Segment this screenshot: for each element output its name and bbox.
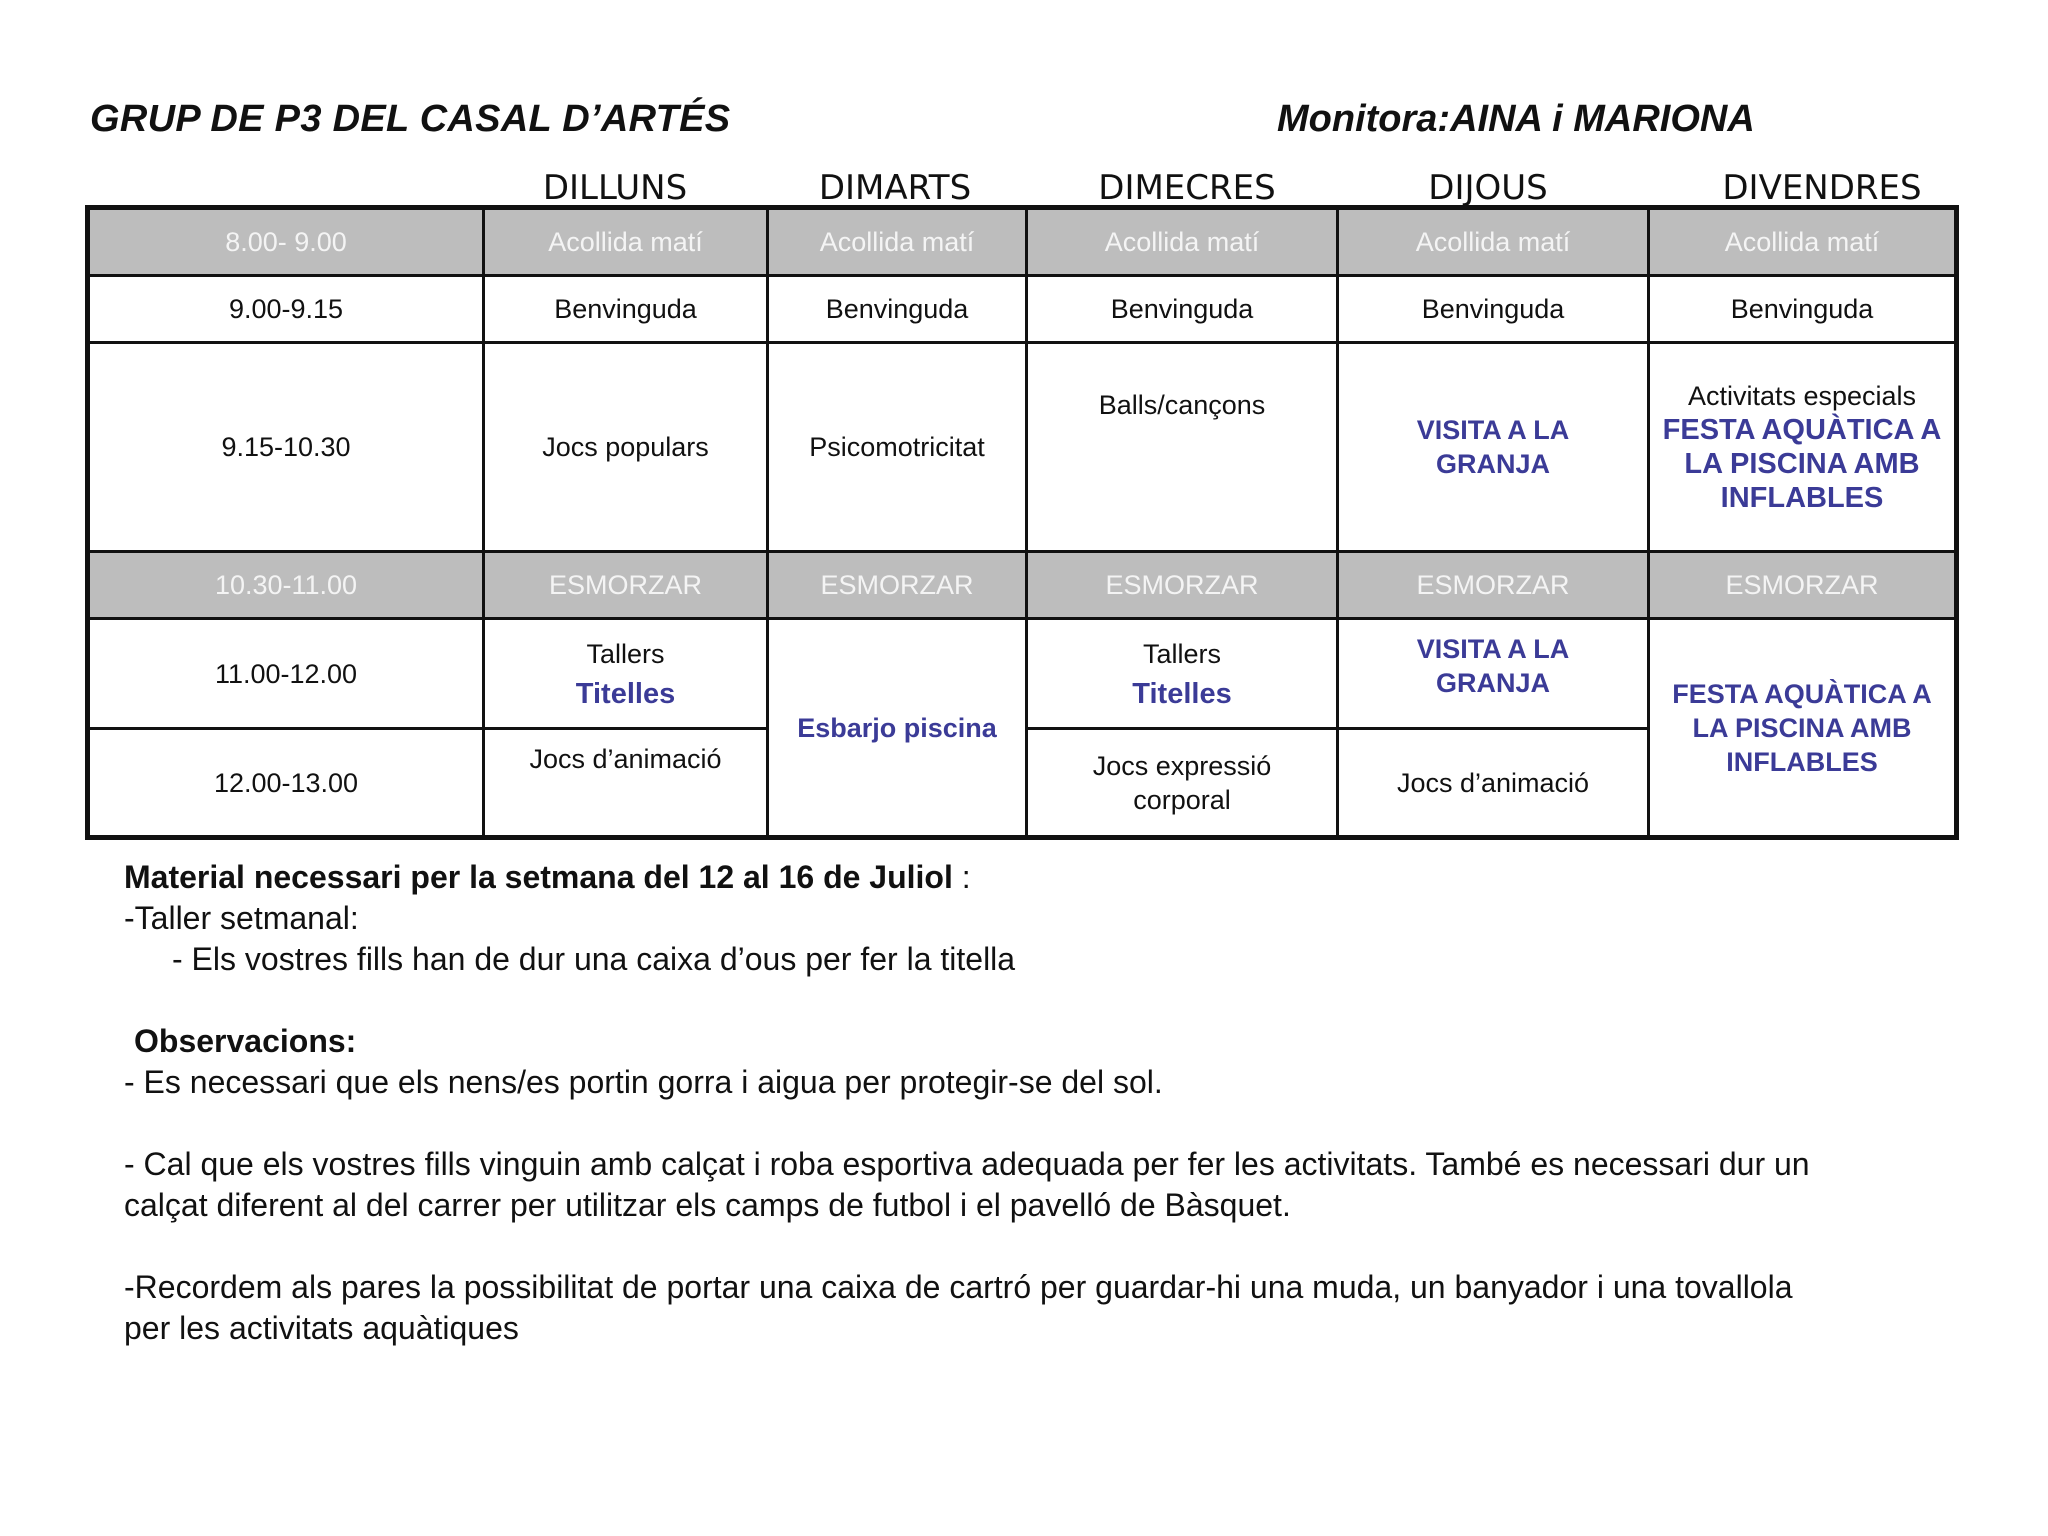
schedule-cell — [1649, 343, 1957, 552]
table-row — [88, 208, 1957, 276]
schedule-cell: Acollida matí — [484, 208, 768, 276]
schedule-cell: Jocs populars — [484, 343, 768, 552]
time-cell: 9.15-10.30 — [88, 343, 484, 552]
table-row — [88, 276, 1957, 343]
schedule-cell-highlight — [1338, 619, 1649, 729]
activity-label: Activitats especials — [1687, 381, 1917, 411]
activity-label: Tallers — [586, 638, 665, 669]
activity-text: VISITA A LA GRANJA — [1416, 415, 1570, 479]
activity-text: VISITA A LA GRANJA — [1416, 634, 1570, 698]
schedule-cell: Benvinguda — [1649, 276, 1957, 343]
day-header-friday: DIVENDRES — [1722, 168, 1922, 208]
activity-text-highlight: FESTA AQUÀTICA A LA PISCINA AMB INFLABLES — [1662, 414, 1942, 514]
day-header-tuesday: DIMARTS — [818, 168, 972, 208]
schedule-cell: Acollida matí — [1338, 208, 1649, 276]
material-colon: : — [952, 859, 971, 895]
day-header-thursday: DIJOUS — [1428, 168, 1548, 208]
schedule-cell: Benvinguda — [1027, 276, 1338, 343]
activity-text: Jocs expressió corporal — [1092, 750, 1272, 815]
schedule-cell — [1027, 729, 1338, 838]
time-cell: 12.00-13.00 — [88, 729, 484, 838]
time-cell: 8.00- 9.00 — [88, 208, 484, 276]
schedule-cell: ESMORZAR — [1027, 552, 1338, 619]
table-row — [88, 552, 1957, 619]
schedule-cell-highlight — [768, 619, 1027, 838]
activity-text-highlight: Titelles — [1132, 677, 1232, 710]
notes-section — [124, 857, 1924, 1349]
schedule-cell: Acollida matí — [1027, 208, 1338, 276]
taller-item: - Els vostres fills han de dur una caixa d’ous per fer la titella — [172, 941, 1016, 977]
schedule-cell: Benvinguda — [1338, 276, 1649, 343]
schedule-cell-highlight — [1338, 343, 1649, 552]
schedule-cell: ESMORZAR — [1338, 552, 1649, 619]
table-row — [88, 619, 1957, 729]
schedule-cell: Psicomotricitat — [768, 343, 1027, 552]
activity-label: Tallers — [1142, 638, 1222, 669]
time-cell: 9.00-9.15 — [88, 276, 484, 343]
observations-heading: Observacions: — [134, 1023, 357, 1059]
schedule-cell — [484, 729, 768, 838]
material-heading — [124, 857, 1924, 898]
taller-label: -Taller setmanal: — [124, 900, 359, 936]
time-cell: 11.00-12.00 — [88, 619, 484, 729]
day-header-monday: DILLUNS — [542, 168, 688, 208]
schedule-cell — [484, 619, 768, 729]
activity-text: Esbarjo piscina — [797, 712, 997, 743]
observation-item: -Recordem als pares la possibilitat de portar una caixa de cartró per guardar-hi una muda, un banyador i una tovallola per les activitats aquàtiques — [124, 1269, 1793, 1346]
activity-text: FESTA AQUÀTICA A LA PISCINA AMB INFLABLES — [1672, 678, 1932, 777]
schedule-cell: ESMORZAR — [1649, 552, 1957, 619]
page-title: GRUP DE P3 DEL CASAL D’ARTÉS — [90, 98, 731, 140]
activity-text: Balls/cançons — [1098, 390, 1266, 420]
material-title: Material necessari per la setmana del 12 al 16 de Juliol — [124, 859, 953, 895]
observation-item: - Cal que els vostres fills vinguin amb calçat i roba esportiva adequada per fer les activitats. També es necessari dur un calçat diferent al del carrer per utilitzar els camps de futbol i el pavelló de Bàsquet. — [124, 1146, 1810, 1223]
day-header-wednesday: DIMECRES — [1098, 168, 1276, 208]
time-cell: 10.30-11.00 — [88, 552, 484, 619]
activity-text: Jocs d’animació — [529, 744, 722, 774]
schedule-cell-highlight — [1649, 619, 1957, 838]
schedule-cell — [1027, 619, 1338, 729]
monitors-title: Monitora:AINA i MARIONA — [1277, 98, 1755, 140]
observation-item: - Es necessari que els nens/es portin gorra i aigua per protegir-se del sol. — [124, 1064, 1163, 1100]
schedule-cell: Acollida matí — [768, 208, 1027, 276]
schedule-cell: ESMORZAR — [768, 552, 1027, 619]
schedule-cell: Jocs d’animació — [1338, 729, 1649, 838]
schedule-cell — [1027, 343, 1338, 552]
schedule-cell: ESMORZAR — [484, 552, 768, 619]
schedule-cell: Benvinguda — [484, 276, 768, 343]
schedule-table — [85, 205, 1959, 840]
schedule-cell: Acollida matí — [1649, 208, 1957, 276]
activity-text-highlight: Titelles — [575, 677, 676, 710]
schedule-cell: Benvinguda — [768, 276, 1027, 343]
table-row — [88, 343, 1957, 552]
